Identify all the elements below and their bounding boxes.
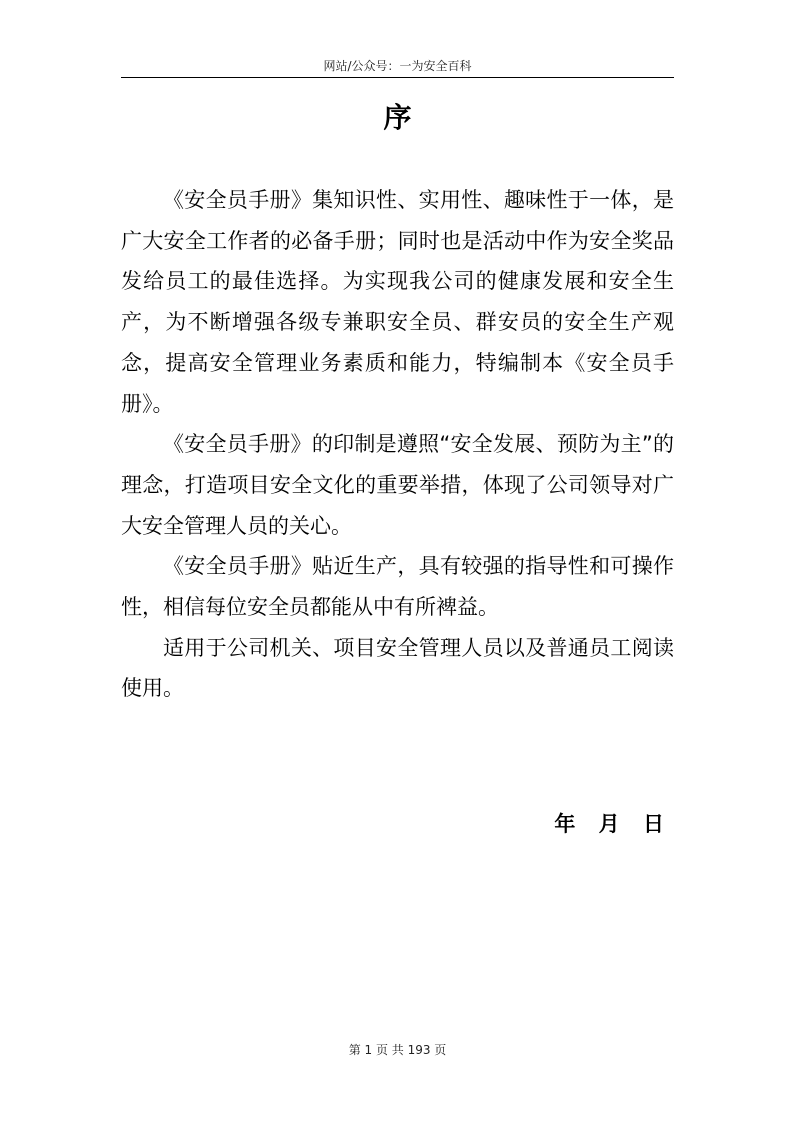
paragraph-3: 《安全员手册》贴近生产，具有较强的指导性和可操作性，相信每位安全员都能从中有所裨益。 — [121, 554, 674, 620]
page-footer: 第 1 页 共 193 页 — [348, 1043, 447, 1057]
page-title: 序 — [383, 101, 412, 134]
paragraph-2: 《安全员手册》的印制是遵照“安全发展、预防为主”的理念，打造项目安全文化的重要举措，体现了公司领导对广大安全管理人员的关心。 — [121, 432, 674, 538]
preface-body — [121, 180, 674, 709]
paragraph-4: 适用于公司机关、项目安全管理人员以及普通员工阅读使用。 — [121, 635, 674, 701]
header-divider — [121, 77, 674, 78]
date-line: 年 月 日 — [554, 812, 664, 836]
page-header: 网站/公众号：一为安全百科 — [323, 59, 472, 73]
paragraph-1: 《安全员手册》集知识性、实用性、趣味性于一体，是广大安全工作者的必备手册；同时也是活动中作为安全奖品发给员工的最佳选择。为实现我公司的健康发展和安全生产，为不断增强各级专兼职安全员、群安员的安全生产观念，提高安全管理业务素质和能力，特编制本《安全员手册》。 — [121, 188, 674, 416]
